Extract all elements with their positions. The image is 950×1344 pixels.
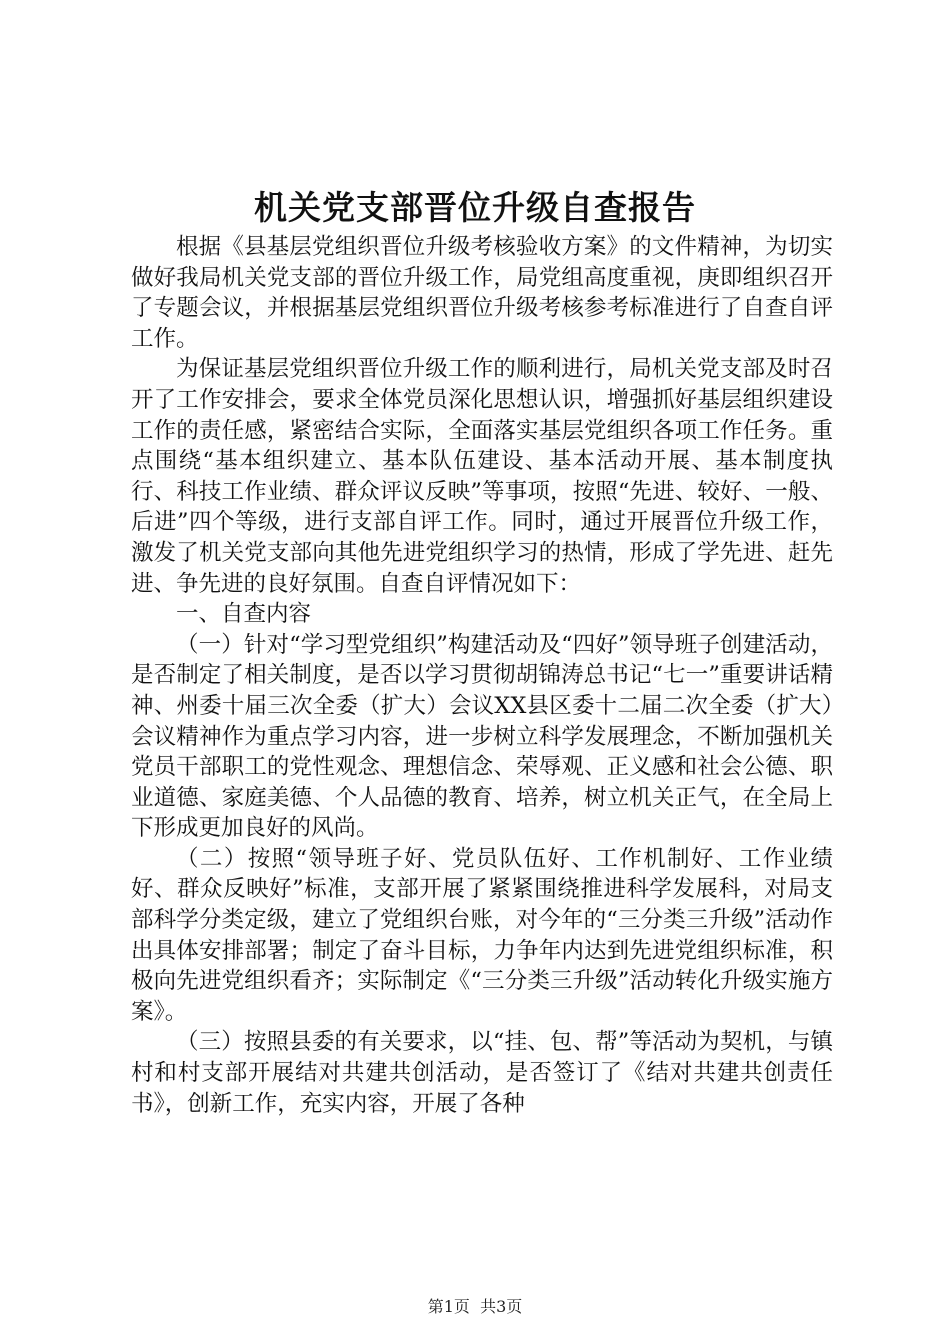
paragraph-background: 为保证基层党组织晋位升级工作的顺利进行，局机关党支部及时召开了工作安排会，要求全体党员深化思想认识，增强抓好基层组织建设工作的责任感，紧密结合实际，全面落实基层党组织各项工作任务。重点围绕“基本组织建立、基本队伍建设、基本活动开展、基本制度执行、科技工作业绩、群众评议反映”等事项，按照“先进、较好、一般、后进”四个等级，进行支部自评工作。同时，通过开展晋位升级工作，激发了机关党支部向其他先进党组织学习的热情，形成了学先进、赶先进、争先进的良好氛围。自查自评情况如下： <box>131 356 833 597</box>
section-heading-self-check-content: 一、自查内容 <box>176 601 312 628</box>
paragraph-item-3: （三）按照县委的有关要求，以“挂、包、帮”等活动为契机，与镇村和村支部开展结对共建共创活动，是否签订了《结对共建共创责任书》，创新工作，充实内容，开展了各种 <box>131 1029 833 1117</box>
page-number: 第1页 <box>427 1297 470 1316</box>
paragraph-item-1: （一）针对“学习型党组织”构建活动及“四好”领导班子创建活动，是否制定了相关制度，是否以学习贯彻胡锦涛总书记“七一”重要讲话精神、州委十届三次全委（扩大）会议XX县区委十二届二次全委（扩大）会议精神作为重点学习内容，进一步树立科学发展理念，不断加强机关党员干部职工的党性观念、理想信念、荣辱观、正义感和社会公德、职业道德、家庭美德、个人品德的教育、培养，树立机关正气，在全局上下形成更加良好的风尚。 <box>131 631 833 842</box>
paragraph-item-2: （二）按照“领导班子好、党员队伍好、工作机制好、工作业绩好、群众反映好”标准，支部开展了紧紧围绕推进科学发展科，对局支部科学分类定级，建立了党组织台账，对今年的“三分类三升级”活动作出具体安排部署；制定了奋斗目标，力争年内达到先进党组织标准，积极向先进党组织看齐；实际制定《“三分类三升级”活动转化升级实施方案》。 <box>131 845 833 1025</box>
page-footer <box>0 1296 950 1318</box>
document-title: 机关党支部晋位升级自查报告 <box>254 188 696 227</box>
page-total: 共3页 <box>480 1297 523 1316</box>
document-body <box>131 232 833 1119</box>
paragraph-intro: 根据《县基层党组织晋位升级考核验收方案》的文件精神，为切实做好我局机关党支部的晋位升级工作，局党组高度重视，庚即组织召开了专题会议，并根据基层党组织晋位升级考核参考标准进行了自查自评工作。 <box>131 234 833 352</box>
